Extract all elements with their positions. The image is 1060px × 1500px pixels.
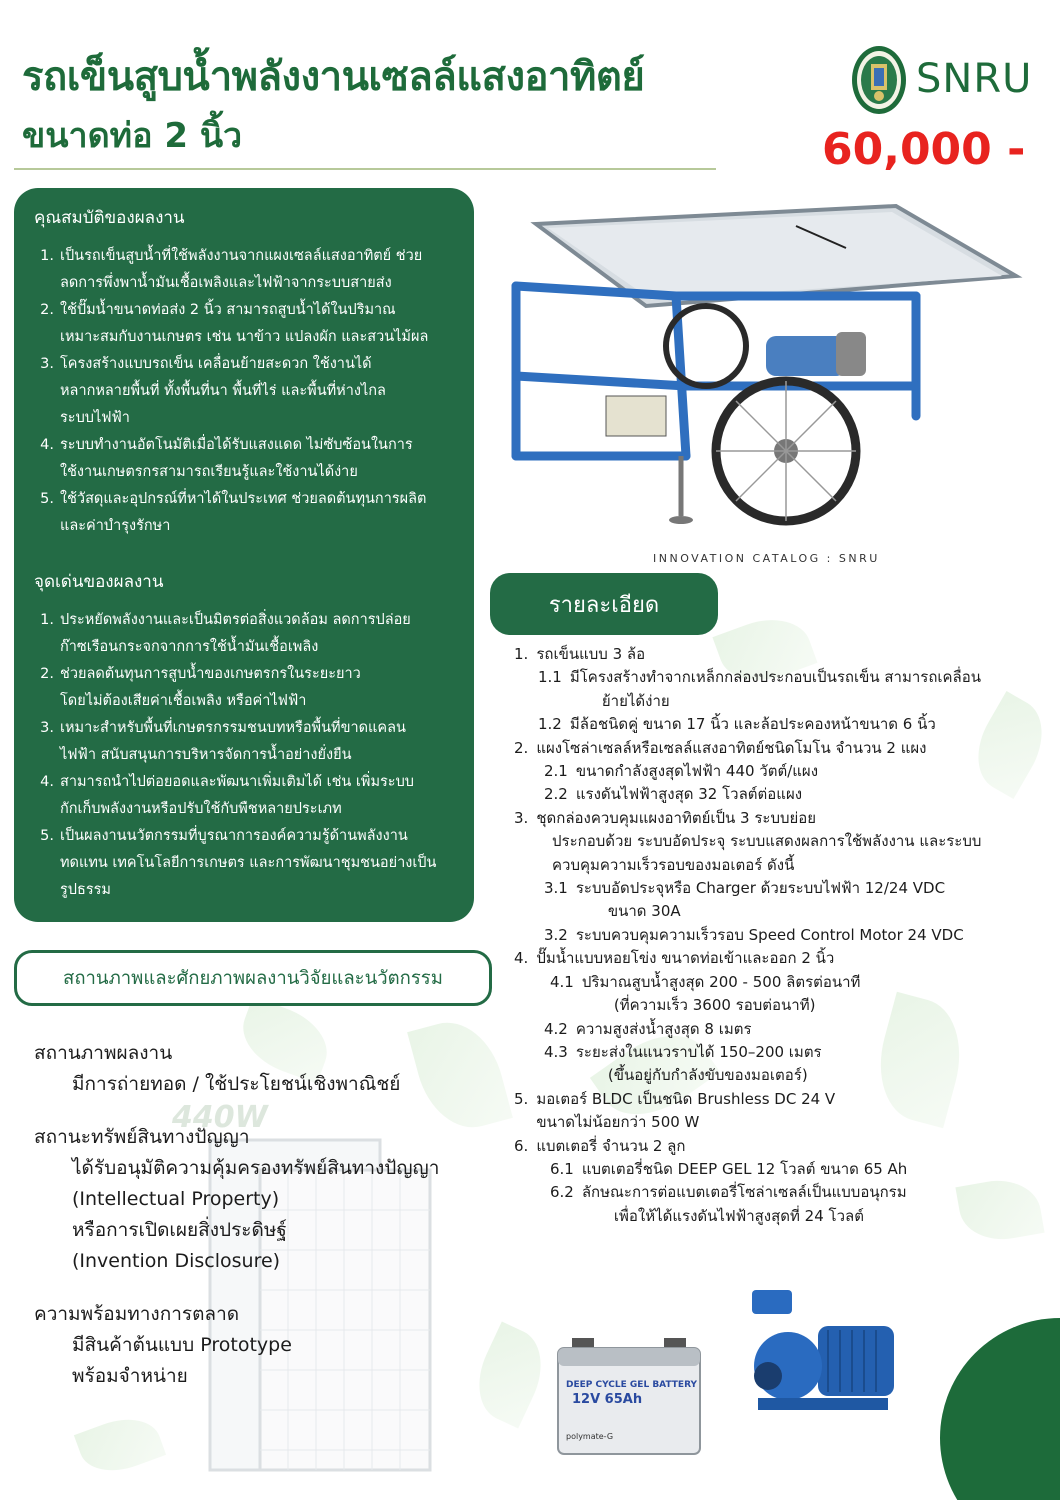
details-heading: รายละเอียด <box>490 573 718 635</box>
list-item <box>34 351 460 432</box>
list-item-line: ระบบไฟฟ้า <box>60 410 130 426</box>
highlights-list <box>34 607 460 904</box>
features-panel <box>14 188 474 922</box>
leaf-decoration <box>74 1408 166 1482</box>
detail-line: ประกอบด้วย ระบบอัดประจุ ระบบแสดงผลการใช้พลังงาน และระบบ <box>552 832 982 851</box>
properties-heading: คุณสมบัติของผลงาน <box>34 208 185 228</box>
details-list <box>514 643 1042 1228</box>
detail-line: ความสูงส่งน้ำสูงสุด 8 เมตร <box>575 1019 752 1038</box>
detail-text <box>582 1181 907 1228</box>
detail-row <box>514 1041 1042 1088</box>
page-title: รถเข็นสูบน้ำพลังงานเซลล์แสงอาทิตย์ <box>22 54 645 100</box>
detail-number: 6. <box>514 1136 529 1155</box>
detail-number: 6.2 <box>550 1183 574 1202</box>
detail-row <box>514 1158 1042 1181</box>
list-item <box>34 243 460 297</box>
detail-row <box>514 1181 1042 1228</box>
detail-line: มีล้อชนิดคู่ ขนาด 17 นิ้ว และล้อประคองหน้าขนาด 6 นิ้ว <box>569 715 936 734</box>
battery-type-label: DEEP CYCLE GEL BATTERY <box>566 1380 698 1390</box>
detail-line: แผงโซล่าเซลล์หรือเซลล์แสงอาทิตย์ชนิดโมโน จำนวน 2 แผง <box>536 738 927 757</box>
list-item-text <box>60 432 413 486</box>
detail-number: 5. <box>514 1089 529 1108</box>
status-value: พร้อมจำหน่าย <box>72 1365 188 1387</box>
detail-text <box>570 713 936 736</box>
list-item-line: ระบบทำงานอัตโนมัติเมื่อได้รับแสงแดด ไม่ซับซ้อนในการ <box>60 437 413 453</box>
list-item-number: 2. <box>40 302 54 318</box>
detail-line: แรงดันไฟฟ้าสูงสุด 32 โวลต์ต่อแผง <box>575 785 803 804</box>
detail-text <box>582 1158 907 1181</box>
detail-number: 6.1 <box>550 1159 574 1178</box>
status-heading: สถานภาพและศักยภาพผลงานวิจัยและนวัตกรรม <box>63 967 443 989</box>
detail-text <box>576 924 964 947</box>
detail-number: 3.2 <box>544 925 568 944</box>
detail-row <box>514 877 1042 924</box>
list-item-line: รูปธรรม <box>60 882 111 898</box>
list-item-line: กักเก็บพลังงานหรือปรับใช้กับพืชหลายประเภท <box>60 801 342 817</box>
detail-line: ปั๊มน้ำแบบหอยโข่ง ขนาดท่อเข้าและออก 2 นิ้ว <box>536 949 835 968</box>
list-item <box>34 823 460 904</box>
page-subtitle: ขนาดท่อ 2 นิ้ว <box>22 116 243 156</box>
status-heading-box <box>14 950 492 1006</box>
list-item-number: 2. <box>40 666 54 682</box>
status-group <box>34 1299 494 1392</box>
detail-number: 4. <box>514 949 529 968</box>
detail-text <box>576 783 802 806</box>
list-item-number: 1. <box>40 612 54 628</box>
list-item-text <box>60 769 414 823</box>
detail-row <box>514 783 1042 806</box>
detail-number: 1.1 <box>538 668 562 687</box>
list-item-number: 3. <box>40 356 54 372</box>
list-item-number: 5. <box>40 491 54 507</box>
detail-text <box>576 760 818 783</box>
list-item <box>34 297 460 351</box>
list-item-line: เหมาะสำหรับพื้นที่เกษตรกรรมชนบทหรือพื้นที่ขาดแคลน <box>60 720 406 736</box>
status-section <box>34 1038 494 1414</box>
status-value: หรือการเปิดเผยสิ่งประดิษฐ์ <box>72 1219 287 1241</box>
battery-brand-label: polymate-G <box>566 1432 614 1441</box>
detail-line: ย้ายได้ง่าย <box>601 691 670 710</box>
detail-row <box>514 713 1042 736</box>
detail-line: ขนาด 30A <box>607 902 681 921</box>
detail-text <box>536 1135 685 1158</box>
detail-line: มอเตอร์ BLDC เป็นชนิด Brushless DC 24 V <box>536 1089 836 1108</box>
detail-line: รถเข็นแบบ 3 ล้อ <box>536 645 646 663</box>
solar-cart-image <box>496 196 1036 546</box>
status-value: มีสินค้าต้นแบบ Prototype <box>72 1334 292 1356</box>
detail-line: (ขึ้นอยู่กับกำลังขับของมอเตอร์) <box>607 1066 808 1085</box>
detail-row <box>514 643 1042 666</box>
list-item-line: หลากหลายพื้นที่ ทั้งพื้นที่นา พื้นที่ไร่ และพื้นที่ห่างไกล <box>60 383 386 399</box>
detail-row <box>514 1088 1042 1135</box>
detail-row <box>514 760 1042 783</box>
list-item-line: เป็นรถเข็นสูบน้ำที่ใช้พลังงานจากแผงเซลล์แสงอาทิตย์ ช่วย <box>60 248 423 264</box>
detail-line: ขนาดกำลังสูงสุดไฟฟ้า 440 วัตต์/แผง <box>575 762 819 781</box>
list-item-text <box>60 243 422 297</box>
list-item-number: 4. <box>40 774 54 790</box>
detail-text <box>536 947 834 970</box>
battery-spec-label: 12V 65Ah <box>572 1392 643 1407</box>
detail-text <box>536 1088 835 1135</box>
detail-line: ลักษณะการต่อแบตเตอรี่โซล่าเซลล์เป็นแบบอนุกรม <box>581 1183 907 1202</box>
list-item-text <box>60 823 436 904</box>
detail-text <box>570 666 981 713</box>
detail-line: แบตเตอรี่ชนิด DEEP GEL 12 โวลต์ ขนาด 65 Ah <box>581 1159 908 1178</box>
detail-line: ขนาดไม่น้อยกว่า 500 W <box>536 1113 700 1132</box>
corner-decoration <box>940 1318 1060 1500</box>
catalog-label: INNOVATION CATALOG : SNRU <box>653 552 880 565</box>
detail-number: 4.3 <box>544 1042 568 1061</box>
detail-row <box>514 947 1042 970</box>
detail-row <box>514 807 1042 830</box>
detail-row <box>514 971 1042 1018</box>
list-item-line: ทดแทน เทคโนโลยีการเกษตร และการพัฒนาชุมชนอย่างเป็น <box>60 855 437 871</box>
detail-line: ปริมาณสูบน้ำสูงสุด 200 - 500 ลิตรต่อนาที <box>581 972 861 991</box>
detail-line: แบตเตอรี่ จำนวน 2 ลูก <box>536 1136 686 1155</box>
status-group <box>34 1038 494 1100</box>
detail-text <box>576 1018 752 1041</box>
university-seal-icon <box>850 44 908 116</box>
status-label: สถานภาพผลงาน <box>34 1042 173 1064</box>
list-item <box>34 769 460 823</box>
list-item <box>34 661 460 715</box>
list-item <box>34 607 460 661</box>
list-item <box>34 432 460 486</box>
list-item-text <box>60 351 386 432</box>
list-item-line: สามารถนำไปต่อยอดและพัฒนาเพิ่มเติมได้ เช่น เพิ่มระบบ <box>60 774 414 790</box>
list-item-text <box>60 607 411 661</box>
list-item-number: 5. <box>40 828 54 844</box>
list-item-text <box>60 486 426 540</box>
list-item-number: 1. <box>40 248 54 264</box>
detail-number: 4.2 <box>544 1019 568 1038</box>
status-value: (Intellectual Property) <box>72 1188 280 1210</box>
list-item-line: ไฟฟ้า สนับสนุนการบริหารจัดการน้ำอย่างยั่งยืน <box>60 747 352 763</box>
detail-text <box>576 877 945 924</box>
list-item-line: โครงสร้างแบบรถเข็น เคลื่อนย้ายสะดวก ใช้งานได้ <box>60 356 372 372</box>
detail-text <box>582 971 861 1018</box>
detail-line: (ที่ความเร็ว 3600 รอบต่อนาที) <box>613 996 816 1015</box>
list-item-line: โดยไม่ต้องเสียค่าเชื้อเพลิง หรือค่าไฟฟ้า <box>60 693 307 709</box>
detail-row <box>514 830 1042 877</box>
panel-watermark: 440W <box>172 1100 268 1135</box>
list-item-line: ลดการพึ่งพาน้ำมันเชื้อเพลิงและไฟฟ้าจากระบบสายส่ง <box>60 275 392 291</box>
status-group <box>34 1122 494 1277</box>
list-item-line: ช่วยลดต้นทุนการสูบน้ำของเกษตรกรในระยะยาว <box>60 666 361 682</box>
detail-row <box>514 666 1042 713</box>
status-value: มีการถ่ายทอด / ใช้ประโยชน์เชิงพาณิชย์ <box>72 1073 401 1095</box>
detail-line: ระยะส่งในแนวราบได้ 150–200 เมตร <box>575 1042 822 1061</box>
detail-text <box>536 737 926 760</box>
list-item-line: ใช้งานเกษตรกรสามารถเรียนรู้และใช้งานได้ง่าย <box>60 464 358 480</box>
detail-number: 1.2 <box>538 715 562 734</box>
list-item-line: ใช้ปั๊มน้ำขนาดท่อส่ง 2 นิ้ว สามารถสูบน้ำได้ในปริมาณ <box>60 302 396 318</box>
detail-text <box>552 830 981 877</box>
detail-row <box>514 737 1042 760</box>
status-label: ความพร้อมทางการตลาด <box>34 1303 240 1325</box>
detail-row <box>514 1135 1042 1158</box>
list-item-text <box>60 715 406 769</box>
title-divider <box>14 168 716 170</box>
list-item-number: 4. <box>40 437 54 453</box>
detail-text <box>536 643 645 666</box>
detail-row <box>514 924 1042 947</box>
list-item <box>34 486 460 540</box>
list-item-line: ก๊าซเรือนกระจกจากการใช้น้ำมันเชื้อเพลิง <box>60 639 319 655</box>
list-item-text <box>60 297 428 351</box>
status-value: ได้รับอนุมัติความคุ้มครองทรัพย์สินทางปัญญา <box>72 1157 440 1179</box>
list-item-line: ใช้วัสดุและอุปกรณ์ที่หาได้ในประเทศ ช่วยลดต้นทุนการผลิต <box>60 491 427 507</box>
detail-line: เพื่อให้ได้แรงดันไฟฟ้าสูงสุดที่ 24 โวลต์ <box>613 1206 864 1225</box>
status-label: สถานะทรัพย์สินทางปัญญา <box>34 1126 250 1148</box>
detail-number: 2.1 <box>544 762 568 781</box>
list-item-number: 3. <box>40 720 54 736</box>
list-item-line: ประหยัดพลังงานและเป็นมิตรต่อสิ่งแวดล้อม ลดการปล่อย <box>60 612 411 628</box>
logo-text: SNRU <box>916 56 1033 102</box>
price: 60,000 - <box>822 124 1026 175</box>
detail-line: ชุดกล่องควบคุมแผงอาทิตย์เป็น 3 ระบบย่อย <box>536 808 817 827</box>
detail-number: 3. <box>514 808 529 827</box>
detail-number: 2.2 <box>544 785 568 804</box>
list-item-line: และค่าบำรุงรักษา <box>60 518 171 534</box>
properties-list <box>34 243 460 540</box>
detail-number: 1. <box>514 645 529 663</box>
detail-line: ระบบอัดประจุหรือ Charger ด้วยระบบไฟฟ้า 12/24 VDC <box>575 879 946 898</box>
detail-text <box>576 1041 822 1088</box>
detail-line: ควบคุมความเร็วรอบของมอเตอร์ ดังนี้ <box>552 855 795 874</box>
highlights-heading: จุดเด่นของผลงาน <box>34 572 164 592</box>
list-item-line: เหมาะสมกับงานเกษตร เช่น นาข้าว แปลงผัก และสวนไม้ผล <box>60 329 429 345</box>
list-item-line: เป็นผลงานนวัตกรรมที่บูรณาการองค์ความรู้ด้านพลังงาน <box>60 828 408 844</box>
detail-line: ระบบควบคุมความเร็วรอบ Speed Control Motor 24 VDC <box>575 925 964 944</box>
detail-line: มีโครงสร้างทำจากเหล็กกล่องประกอบเป็นรถเข็น สามารถเคลื่อน <box>569 668 982 687</box>
pump-image <box>748 1286 898 1466</box>
detail-row <box>514 1018 1042 1041</box>
list-item <box>34 715 460 769</box>
detail-number: 2. <box>514 738 529 757</box>
status-value: (Invention Disclosure) <box>72 1250 281 1272</box>
detail-text <box>536 807 816 830</box>
detail-number: 4.1 <box>550 972 574 991</box>
detail-number: 3.1 <box>544 879 568 898</box>
list-item-text <box>60 661 361 715</box>
